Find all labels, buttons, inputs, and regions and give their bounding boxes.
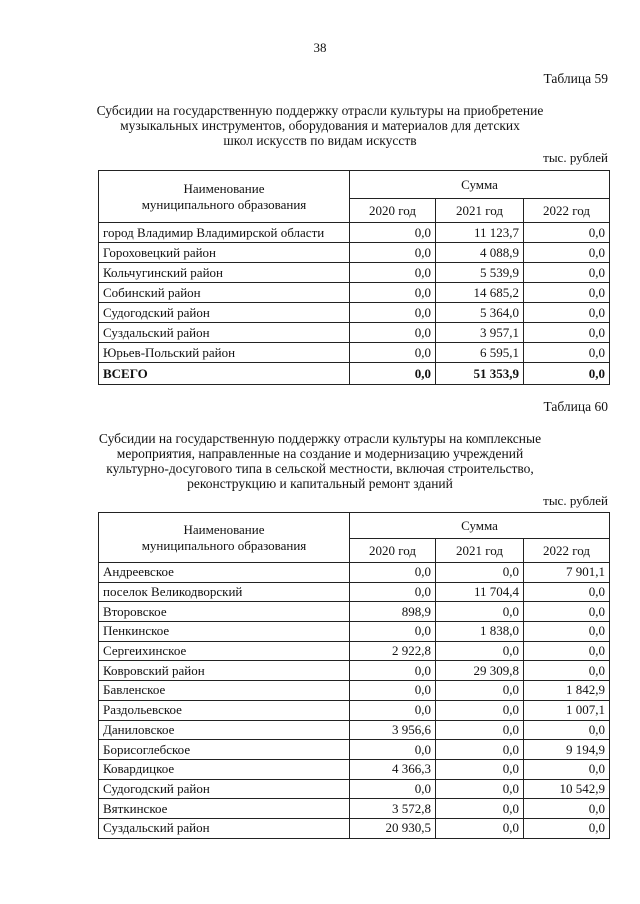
header-name-line: муниципального образования [141,196,307,212]
table-60-label: Таблица 60 [543,399,608,414]
municipality-name-cell: ВСЕГО [99,363,350,385]
value-2022-cell: 10 542,9 [524,779,610,799]
header-name-cell [99,171,350,223]
value-2020-cell: 0,0 [350,283,436,303]
municipality-name-cell: город Владимир Владимирской области [99,223,350,243]
value-2020-cell: 0,0 [350,563,436,583]
municipality-name-cell: Бавленское [99,681,350,701]
table-59-title [80,103,560,148]
value-2022-cell: 0,0 [524,303,610,323]
value-2020-cell: 4 366,3 [350,759,436,779]
header-name-cell [99,513,350,563]
value-2022-cell: 1 007,1 [524,700,610,720]
value-2022-cell: 0,0 [524,661,610,681]
header-sum: Сумма [350,513,610,539]
table-59-unit: тыс. рублей [543,150,608,165]
value-2021-cell: 11 123,7 [436,223,524,243]
table-row [99,779,610,799]
table-row [99,799,610,819]
value-2020-cell: 0,0 [350,363,436,385]
value-2020-cell: 20 930,5 [350,818,436,838]
header-year-2021: 2021 год [436,539,524,563]
municipality-name-cell: поселок Великодворский [99,582,350,602]
value-2021-cell: 0,0 [436,740,524,760]
table-row [99,223,610,243]
table-row [99,759,610,779]
value-2022-cell: 0,0 [524,759,610,779]
value-2021-cell: 6 595,1 [436,343,524,363]
header-year-2022: 2022 год [524,199,610,223]
table-row [99,283,610,303]
value-2021-cell: 0,0 [436,799,524,819]
table-59-title-line: Субсидии на государственную поддержку отрасли культуры на приобретение [96,103,544,118]
table-row [99,563,610,583]
table-row [99,700,610,720]
value-2020-cell: 0,0 [350,243,436,263]
value-2021-cell: 0,0 [436,641,524,661]
value-2022-cell: 0,0 [524,818,610,838]
value-2021-cell: 51 353,9 [436,363,524,385]
value-2022-cell: 0,0 [524,223,610,243]
table-row [99,323,610,343]
table-59-label: Таблица 59 [543,71,608,86]
value-2020-cell: 0,0 [350,681,436,701]
header-year-2021: 2021 год [436,199,524,223]
table-60-unit: тыс. рублей [543,493,608,508]
value-2020-cell: 2 922,8 [350,641,436,661]
municipality-name-cell: Ковровский район [99,661,350,681]
value-2020-cell: 0,0 [350,343,436,363]
municipality-name-cell: Пенкинское [99,622,350,642]
value-2021-cell: 0,0 [436,563,524,583]
value-2020-cell: 0,0 [350,700,436,720]
table-60-title-line: Субсидии на государственную поддержку отрасли культуры на комплексные [98,431,542,446]
table-60-title-line: мероприятия, направленные на создание и модернизацию учреждений [116,446,524,461]
header-sum: Сумма [350,171,610,199]
value-2021-cell: 11 704,4 [436,582,524,602]
value-2022-cell: 0,0 [524,363,610,385]
municipality-name-cell: Даниловское [99,720,350,740]
header-year-2020: 2020 год [350,199,436,223]
value-2021-cell: 0,0 [436,602,524,622]
value-2021-cell: 3 957,1 [436,323,524,343]
table-row [99,720,610,740]
value-2022-cell: 0,0 [524,582,610,602]
municipality-name-cell: Гороховецкий район [99,243,350,263]
table-row [99,263,610,283]
value-2020-cell: 0,0 [350,661,436,681]
page-number: 38 [313,40,327,55]
municipality-name-cell: Кольчугинский район [99,263,350,283]
municipality-name-cell: Собинский район [99,283,350,303]
table-60-title-line: реконструкцию и капитальный ремонт зданий [187,476,453,491]
value-2022-cell: 0,0 [524,720,610,740]
municipality-name-cell: Судогодский район [99,303,350,323]
table-row [99,661,610,681]
table-60-title [80,431,560,491]
header-name-line: Наименование [183,521,265,537]
value-2020-cell: 0,0 [350,263,436,283]
value-2021-cell: 29 309,8 [436,661,524,681]
value-2022-cell: 9 194,9 [524,740,610,760]
header-name-line: муниципального образования [141,537,307,553]
value-2020-cell: 3 956,6 [350,720,436,740]
table-row [99,303,610,323]
value-2022-cell: 0,0 [524,283,610,303]
value-2021-cell: 0,0 [436,779,524,799]
value-2021-cell: 0,0 [436,681,524,701]
value-2022-cell: 0,0 [524,602,610,622]
table-row [99,243,610,263]
municipality-name-cell: Вяткинское [99,799,350,819]
table-row [99,622,610,642]
total-row [99,363,610,385]
value-2021-cell: 1 838,0 [436,622,524,642]
value-2021-cell: 5 539,9 [436,263,524,283]
value-2021-cell: 5 364,0 [436,303,524,323]
value-2021-cell: 0,0 [436,720,524,740]
value-2022-cell: 7 901,1 [524,563,610,583]
table-row [99,602,610,622]
value-2022-cell: 0,0 [524,243,610,263]
value-2022-cell: 0,0 [524,622,610,642]
value-2021-cell: 0,0 [436,759,524,779]
municipality-name-cell: Сергеихинское [99,641,350,661]
value-2021-cell: 0,0 [436,818,524,838]
municipality-name-cell: Суздальский район [99,818,350,838]
value-2020-cell: 0,0 [350,223,436,243]
header-year-2022: 2022 год [524,539,610,563]
value-2020-cell: 0,0 [350,622,436,642]
table-row [99,641,610,661]
table-row [99,740,610,760]
value-2020-cell: 0,0 [350,740,436,760]
value-2021-cell: 14 685,2 [436,283,524,303]
value-2022-cell: 0,0 [524,323,610,343]
municipality-name-cell: Борисоглебское [99,740,350,760]
value-2020-cell: 3 572,8 [350,799,436,819]
value-2021-cell: 0,0 [436,700,524,720]
value-2020-cell: 898,9 [350,602,436,622]
table-row [99,343,610,363]
table-59-title-line: музыкальных инструментов, оборудования и материалов для детских [120,118,520,133]
value-2022-cell: 1 842,9 [524,681,610,701]
table-59-title-line: школ искусств по видам искусств [223,133,417,148]
value-2022-cell: 0,0 [524,799,610,819]
header-name-line: Наименование [183,180,265,196]
table-row [99,582,610,602]
municipality-name-cell: Второвское [99,602,350,622]
municipality-name-cell: Суздальский район [99,323,350,343]
table-row [99,681,610,701]
value-2020-cell: 0,0 [350,582,436,602]
value-2020-cell: 0,0 [350,779,436,799]
value-2021-cell: 4 088,9 [436,243,524,263]
municipality-name-cell: Судогодский район [99,779,350,799]
value-2020-cell: 0,0 [350,303,436,323]
value-2020-cell: 0,0 [350,323,436,343]
value-2022-cell: 0,0 [524,641,610,661]
table-60 [98,512,610,839]
header-year-2020: 2020 год [350,539,436,563]
value-2022-cell: 0,0 [524,263,610,283]
municipality-name-cell: Юрьев-Польский район [99,343,350,363]
table-60-title-line: культурно-досугового типа в сельской местности, включая строительство, [106,461,534,476]
table-row [99,818,610,838]
municipality-name-cell: Ковардицкое [99,759,350,779]
municipality-name-cell: Раздольевское [99,700,350,720]
value-2022-cell: 0,0 [524,343,610,363]
table-59 [98,170,610,385]
municipality-name-cell: Андреевское [99,563,350,583]
